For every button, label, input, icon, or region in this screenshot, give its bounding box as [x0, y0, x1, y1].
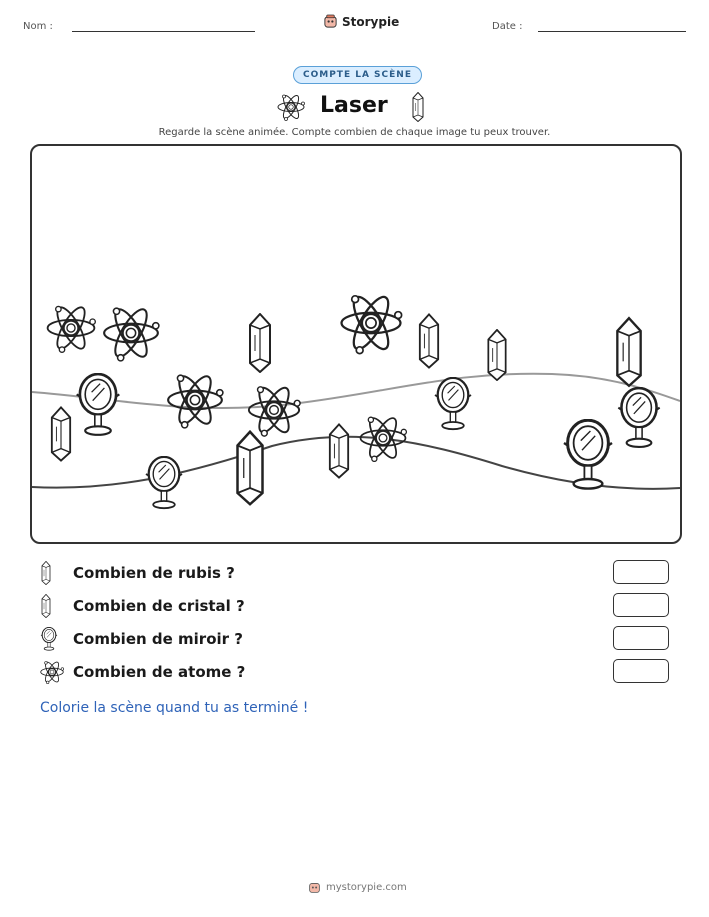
crystal-4 [330, 424, 348, 477]
question-atom-text: Combien de atome ? [73, 663, 246, 681]
page-title: Laser [320, 93, 388, 118]
atom-4 [249, 384, 300, 436]
instructions: Regarde la scène animée. Compte combien de chaque image tu peux trouver. [158, 127, 551, 138]
atom-3 [168, 372, 223, 428]
question-mirror [39, 627, 243, 651]
date-line[interactable] [538, 31, 686, 32]
crystal-icon [39, 594, 53, 618]
atom-5 [342, 292, 402, 353]
brand-logo [323, 14, 399, 29]
count-scene [30, 144, 682, 544]
answer-box-atom[interactable] [613, 659, 669, 683]
answer-box-crystal[interactable] [613, 593, 669, 617]
atom-icon [39, 659, 65, 685]
answer-box-ruby[interactable] [613, 560, 669, 584]
date-label: Date : [492, 21, 523, 32]
crystal-6 [488, 330, 505, 380]
question-ruby-text: Combien de rubis ? [73, 564, 235, 582]
question-atom [39, 660, 245, 684]
question-ruby [39, 561, 235, 585]
atom-1 [48, 304, 96, 353]
atom-2 [104, 305, 159, 361]
mirror-3 [435, 378, 471, 429]
closing-note: Colorie la scène quand tu as terminé ! [40, 700, 309, 716]
mirror-4 [564, 420, 612, 488]
answer-box-mirror[interactable] [613, 626, 669, 650]
question-crystal-text: Combien de cristal ? [73, 597, 245, 615]
crystal-icon [412, 92, 424, 122]
footer-site[interactable]: mystorypie.com [326, 882, 407, 893]
name-line[interactable] [72, 31, 255, 32]
name-label: Nom : [23, 21, 53, 32]
crystal-5 [420, 314, 438, 367]
mirror-2 [146, 457, 182, 508]
ruby-icon [39, 561, 53, 585]
atom-icon [276, 92, 306, 122]
question-mirror-text: Combien de miroir ? [73, 630, 243, 648]
brand-name: Storypie [342, 14, 400, 29]
storypie-mascot-icon [308, 881, 321, 894]
crystal-3 [238, 432, 263, 505]
scene-illustration [32, 146, 680, 542]
mirror-icon [39, 627, 59, 651]
footer [308, 881, 407, 894]
storypie-mascot-icon [323, 14, 338, 29]
crystal-1 [52, 407, 70, 460]
mirror-1 [77, 374, 120, 435]
crystal-7 [617, 318, 640, 386]
crystal-2 [250, 314, 270, 372]
mirror-5 [618, 388, 659, 447]
activity-badge: COMPTE LA SCÈNE [293, 66, 422, 84]
question-crystal [39, 594, 245, 618]
